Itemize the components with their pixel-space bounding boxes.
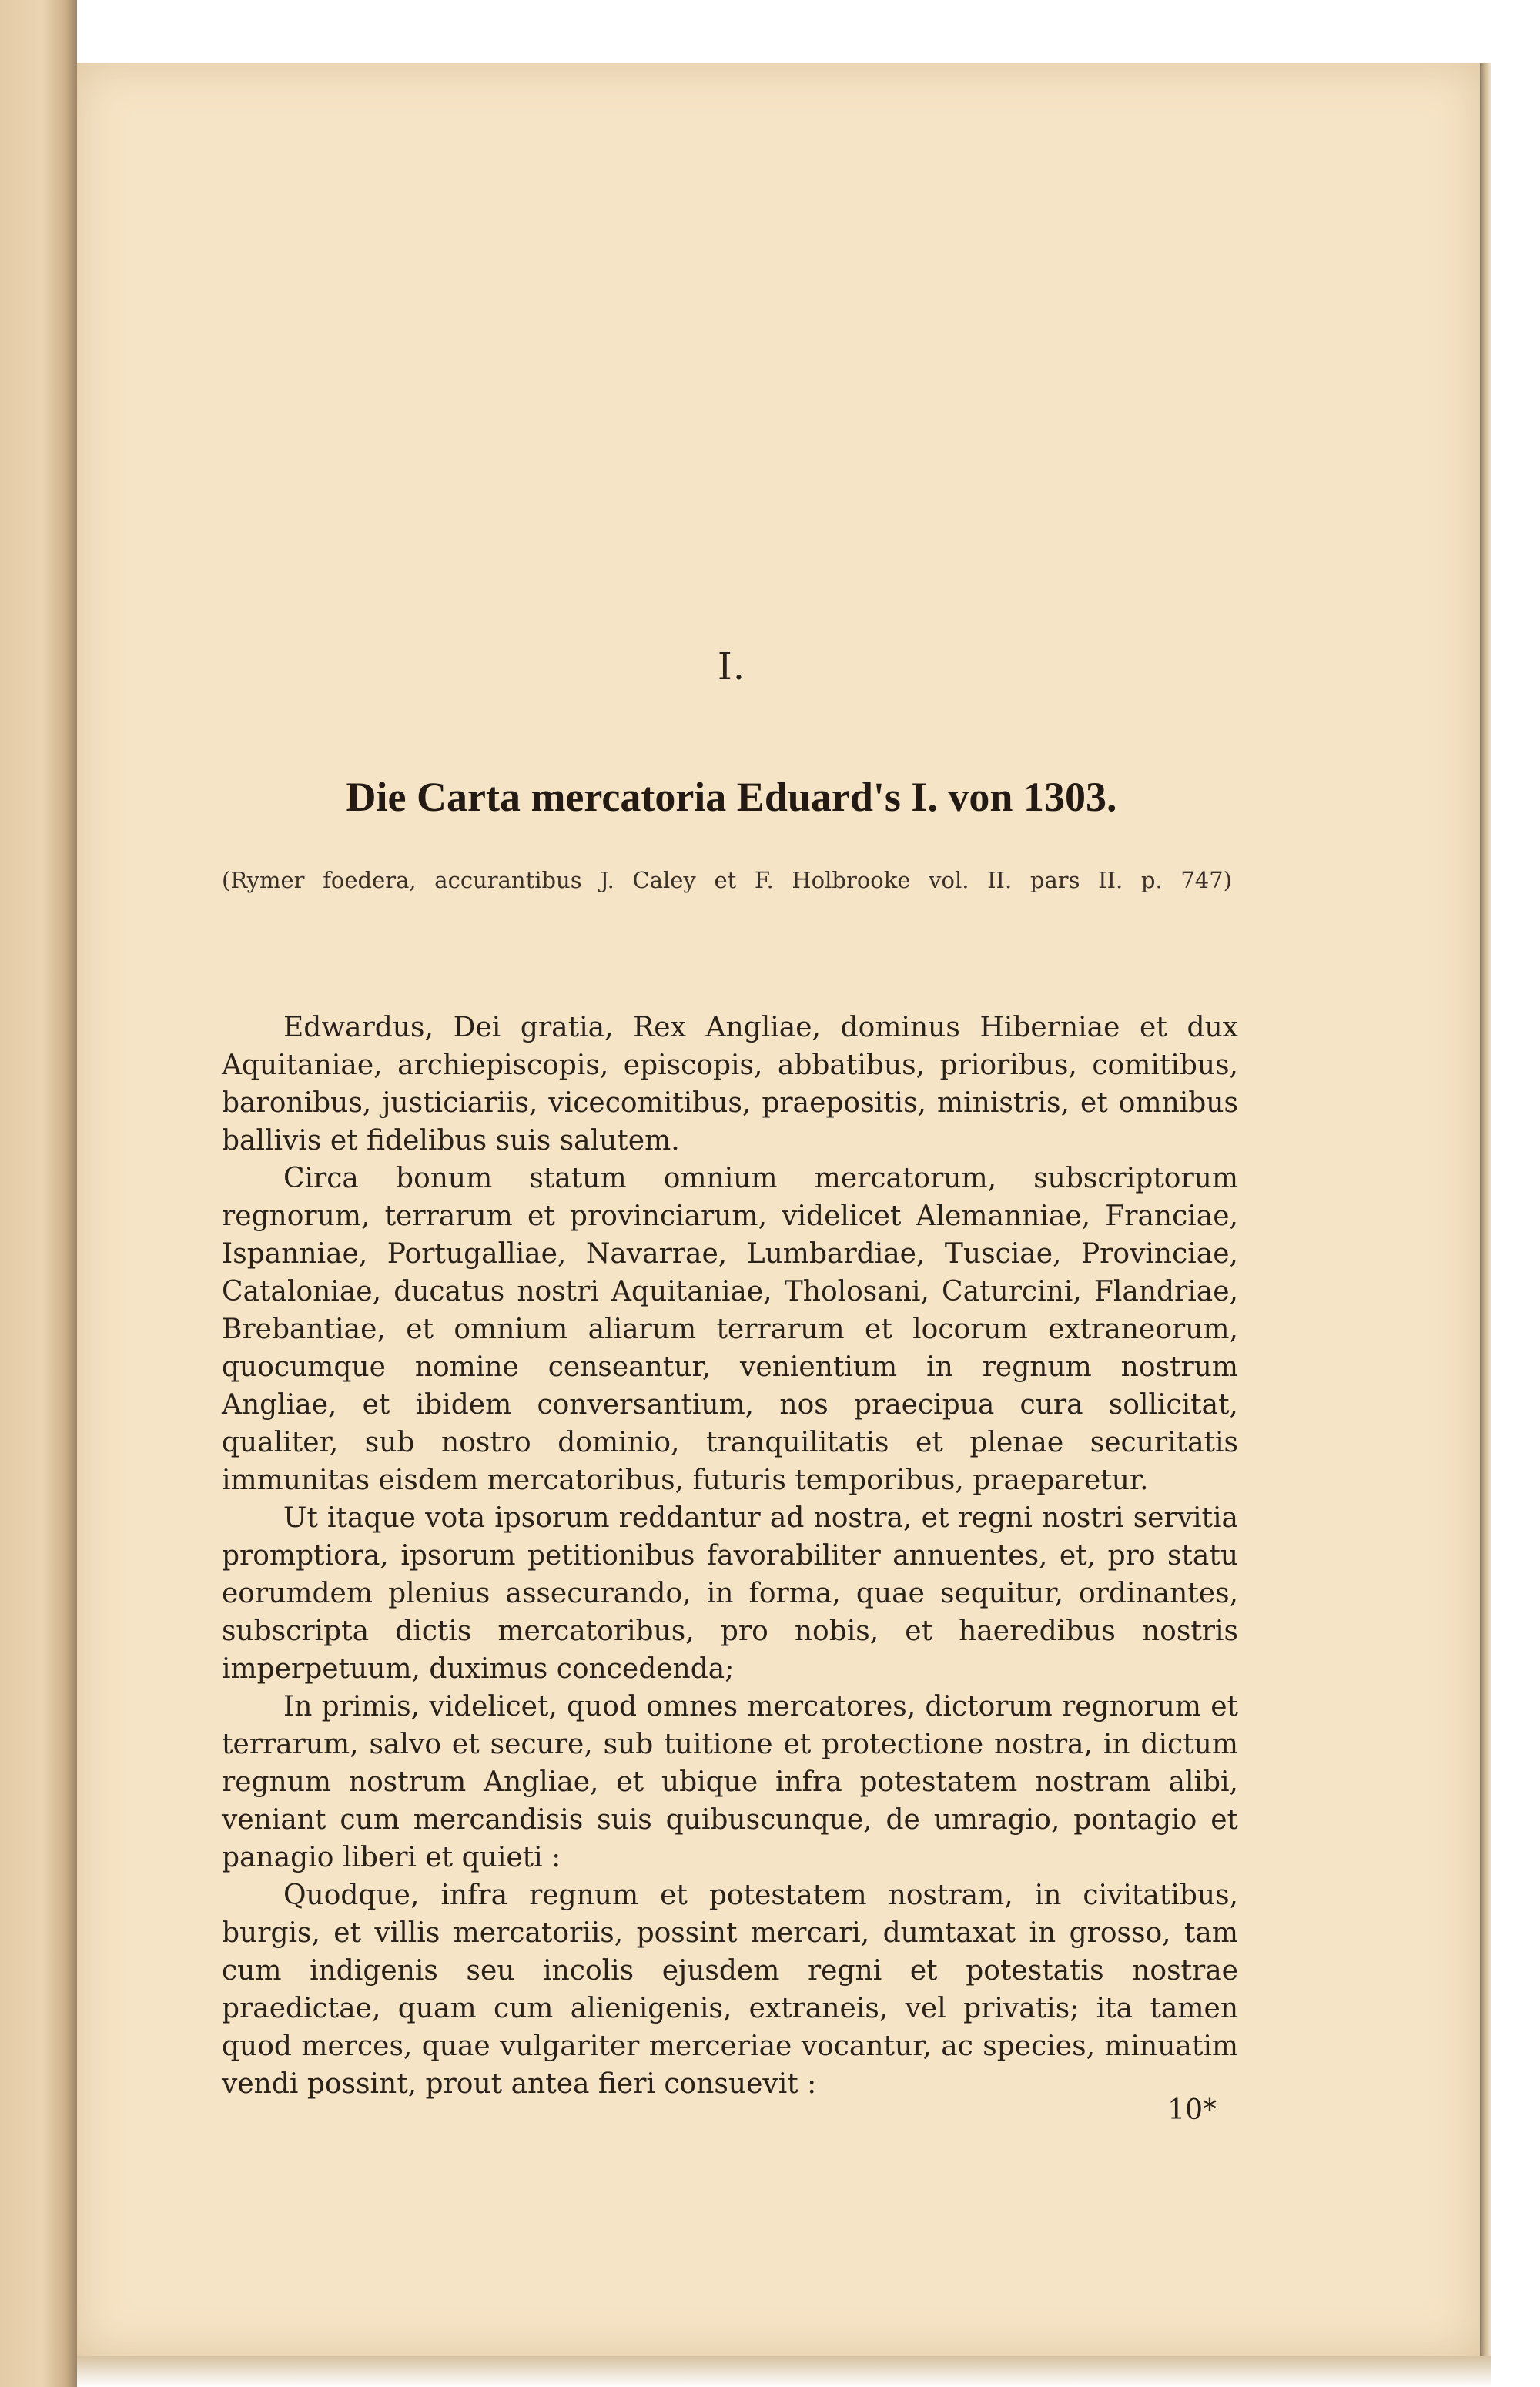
- paragraph-in-primis: In primis, videlicet, quod omnes mercatores, dictorum regnorum et terrarum, salvo et secure, sub tuitione et protectione nostra, in dictum regnum nostrum Angliae, et ubique infra potestatem nostram alibi, veniant cum mercandisis suis quibuscunque, de umragio, pontagio et panagio liberi et quieti :: [222, 1691, 1238, 1873]
- body-text: [222, 1009, 1238, 2103]
- paragraph-ut-itaque: Ut itaque vota ipsorum reddantur ad nostra, et regni nostri servitia promptiora, ipsorum petitionibus favorabiliter annuentes, et, pro statu eorumdem plenius assecurando, in forma, quae sequitur, ordinantes, subscripta dictis mercatoribus, pro nobis, et haeredibus nostris imperpetuum, duximus concedenda;: [222, 1502, 1238, 1685]
- page-right-edge: [1480, 63, 1491, 2356]
- paragraph-salutation: Edwardus, Dei gratia, Rex Angliae, dominus Hiberniae et dux Aquitaniae, archiepiscopis, episcopis, abbatibus, prioribus, comitibus, baronibus, justiciariis, vicecomitibus, praepositis, ministris, et omnibus ballivis et fidelibus suis salutem.: [222, 1012, 1238, 1157]
- signature-mark: 10*: [1167, 2094, 1217, 2126]
- paragraph-circa: Circa bonum statum omnium mercatorum, subscriptorum regnorum, terrarum et provinciarum, videlicet Alemanniae, Franciae, Ispanniae, Portugalliae, Navarrae, Lumbardiae, Tusciae, Provinciae, Cataloniae, ducatus nostri Aquitaniae, Tholosani, Caturcini, Flandriae, Brebantiae, et omnium aliarum terrarum et locorum extraneorum, quocumque nomine censeantur, venientium in regnum nostrum Angliae, et ibidem conversantium, nos praecipua cura sollicitat, qualiter, sub nostro dominio, tranquilitatis et plenae securitatis immunitas eisdem mercatoribus, futuris temporibus, praeparetur.: [222, 1163, 1238, 1496]
- page-bottom-shadow: [77, 2356, 1491, 2387]
- section-number: I.: [717, 645, 746, 688]
- paragraph-quodque: Quodque, infra regnum et potestatem nostram, in civitatibus, burgis, et villis mercatoriis, possint mercari, dumtaxat in grosso, tam cum indigenis seu incolis ejusdem regni et potestatis nostrae praedictae, quam cum alienigenis, extraneis, vel privatis; ita tamen quod merces, quae vulgariter merceriae vocantur, ac species, minuatim vendi possint, prout antea fieri consuevit :: [222, 1880, 1238, 2100]
- source-citation: (Rymer foedera, accurantibus J. Caley et F. Holbrooke vol. II. pars II. p. 747): [222, 867, 1232, 893]
- book-spine-edge: [0, 0, 77, 2387]
- page-title: Die Carta mercatoria Eduard's I. von 1303.: [346, 774, 1117, 820]
